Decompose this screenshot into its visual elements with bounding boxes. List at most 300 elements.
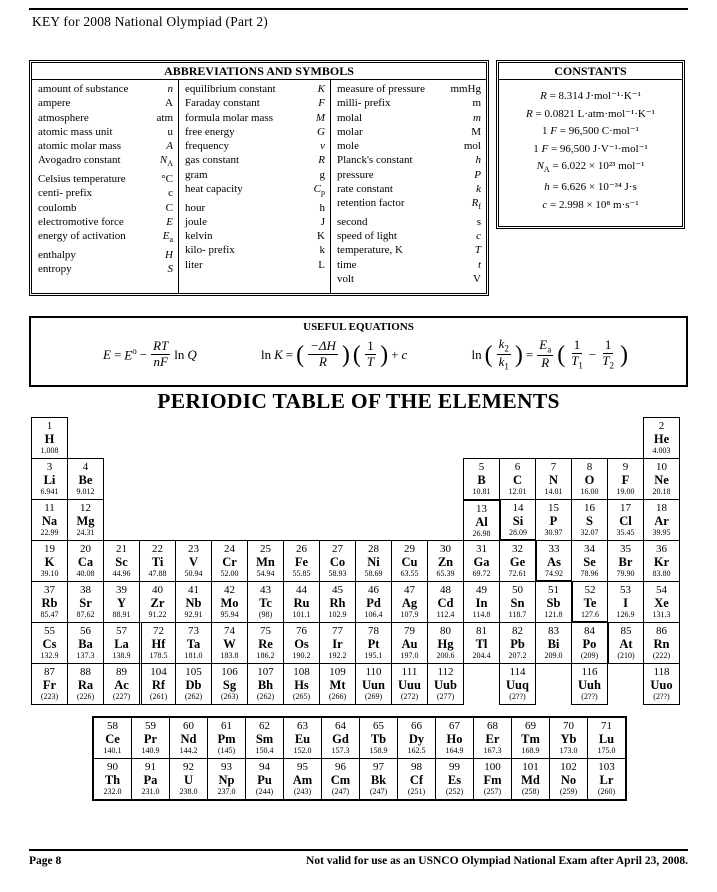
element-symbol: Xe [654,596,669,611]
element-mass: 107.9 [400,610,419,620]
element-mass: 197.0 [400,651,419,661]
element-symbol: Re [258,637,273,652]
element-number: 12 [80,502,91,515]
eq-relation: = [113,346,122,362]
abbreviation-term: coulomb [38,201,77,214]
element-cell [435,758,474,800]
abbreviation-term: pressure [337,168,374,181]
abbreviation-symbol: c [476,230,481,243]
element-cell [319,622,356,664]
page-title: KEY for 2008 National Olympiad (Part 2) [32,14,269,29]
abbreviation-row [337,243,481,257]
abbreviation-row [38,229,173,247]
element-mass: (257) [483,787,502,797]
abbreviation-symbol: n [167,83,173,95]
abbreviation-symbol: t [477,258,481,271]
element-mass: (247) [331,787,350,797]
element-mass: 102.9 [328,610,347,620]
element-mass: (223) [40,692,59,702]
element-cell [67,499,104,541]
abbreviation-term: molal [337,111,363,124]
element-symbol: Pu [257,773,272,788]
element-symbol: Mn [256,555,275,570]
element-symbol: Zn [437,555,454,570]
element-mass: 192.2 [328,651,347,661]
abbreviation-symbol: $N_A$ [159,154,173,169]
element-number: 88 [80,666,91,679]
element-mass: (209) [580,651,599,661]
element-symbol: Dy [408,732,425,747]
element-mass: 12.01 [508,487,527,497]
element-cell [211,663,248,705]
element-number: 60 [183,720,194,733]
abbreviation-symbol: M [471,125,481,138]
element-cell [427,581,464,623]
element-number: 24 [224,543,235,556]
element-number: 73 [188,625,199,638]
element-number: 8 [586,461,593,474]
element-number: 56 [80,625,91,638]
element-mass: 114.8 [472,610,491,620]
element-mass: 121.8 [544,610,563,620]
abbreviation-term: Avogadro constant [38,154,121,167]
abbreviation-term: kelvin [185,230,213,243]
element-symbol: No [560,773,577,788]
abbreviation-row [185,153,325,167]
element-cell [549,717,588,759]
element-mass: (277) [436,692,455,702]
abbreviation-symbol: K [317,83,325,95]
element-symbol: Zr [150,596,165,611]
element-number: 102 [560,761,577,774]
element-mass: 207.2 [508,651,527,661]
abbreviation-row [185,82,325,96]
element-symbol: Ir [332,637,343,652]
element-number: 10 [656,461,667,474]
element-symbol: B [477,473,486,488]
element-symbol: Rb [41,596,58,611]
abbrev-column-1 [32,80,178,293]
abbreviation-row [337,139,481,153]
abbreviation-symbol: T [474,244,481,257]
abbreviation-symbol: R [318,154,325,167]
reference-tables-row [29,60,688,296]
abbreviation-row [337,196,481,214]
eq-relation: = [285,346,294,362]
element-cell [247,663,284,705]
abbreviation-symbol: V [473,273,481,286]
element-cell [473,717,512,759]
element-number: 21 [116,543,127,556]
element-number: 90 [107,761,118,774]
abbreviation-term: hour [185,201,206,214]
element-mass: 26.98 [472,529,491,539]
element-symbol: Am [292,773,313,788]
element-cell [131,758,170,800]
element-mass: 190.2 [292,651,311,661]
element-cell [103,663,140,705]
abbreviations-columns [32,80,486,293]
element-symbol: La [114,637,129,652]
element-mass: 19.00 [616,487,635,497]
element-mass: 118.7 [508,610,527,620]
element-number: 92 [183,761,194,774]
element-mass: 173.0 [559,746,578,756]
element-number: 54 [656,584,667,597]
element-symbol: Au [401,637,418,652]
element-mass: (2??) [509,692,526,702]
abbreviation-term: speed of light [337,230,397,243]
element-symbol: Es [447,773,462,788]
abbreviation-symbol: K [317,230,325,243]
element-number: 108 [293,666,310,679]
element-cell [31,622,68,664]
element-number: 3 [46,461,53,474]
element-cell [169,717,208,759]
element-cell [211,581,248,623]
abbreviation-term: enthalpy [38,248,76,261]
element-symbol: Ra [77,678,94,693]
element-symbol: Kr [653,555,670,570]
element-symbol: Ge [509,555,526,570]
element-mass: 150.4 [255,746,274,756]
element-symbol: Ac [114,678,129,693]
abbreviation-symbol: $C_p$ [313,183,325,198]
element-symbol: Tc [259,596,272,611]
abbreviation-term: formula molar mass [185,111,273,124]
element-cell [139,540,176,582]
eq-paren: ) [380,341,389,368]
element-cell [319,581,356,623]
element-mass: 127.6 [581,610,599,620]
abbreviation-term: entropy [38,262,72,275]
element-cell [607,622,644,664]
element-number: 66 [411,720,422,733]
element-cell [535,499,572,541]
abbreviation-term: rate constant [337,183,393,196]
abbreviation-symbol: g [319,168,325,181]
element-number: 51 [548,584,559,597]
element-number: 18 [656,502,667,515]
abbreviation-row [337,258,481,272]
element-number: 106 [221,666,238,679]
element-number: 59 [145,720,156,733]
element-mass: (247) [369,787,388,797]
page-footer [29,849,688,867]
element-number: 107 [257,666,274,679]
element-cell [499,622,536,664]
element-cell [139,581,176,623]
element-symbol: Si [512,514,524,529]
element-symbol: N [548,473,559,488]
element-mass: (262) [256,692,275,702]
element-symbol: Ag [401,596,418,611]
element-number: 15 [548,502,559,515]
element-cell [31,417,68,459]
element-mass: (251) [407,787,426,797]
element-number: 110 [365,666,382,679]
element-mass: (260) [597,787,616,797]
eq-paren: ( [557,341,566,368]
element-cell [359,758,398,800]
element-mass: 35.45 [616,528,635,538]
abbreviation-row [185,168,325,182]
element-number: 61 [221,720,232,733]
element-cell [283,758,322,800]
element-mass: 195.1 [364,651,383,661]
eq-fraction: $\frac{1}{T}$ [366,338,375,370]
abbreviation-symbol: C [165,201,173,214]
element-symbol: Cd [437,596,454,611]
abbreviation-symbol: mol [463,140,481,153]
element-mass: 88.91 [112,610,131,620]
abbreviation-row [185,258,325,272]
abbreviation-symbol: E [166,215,173,228]
element-cell [131,717,170,759]
element-mass: 85.47 [40,610,59,620]
constants-table [496,60,685,229]
element-symbol: Cs [42,637,57,652]
element-mass: 152.0 [293,746,312,756]
element-mass: 39.10 [40,569,59,579]
constant-value: = 96,500 J·V⁻¹·mol⁻¹ [548,142,648,155]
element-number: 48 [440,584,451,597]
element-cell [67,540,104,582]
element-mass: 39.95 [652,528,671,538]
element-mass: (272) [400,692,419,702]
element-symbol: Be [78,473,93,488]
abbreviation-term: equilibrium constant [185,83,276,95]
element-number: 43 [260,584,271,597]
element-cell [67,581,104,623]
element-cell [175,540,212,582]
element-number: 62 [259,720,270,733]
element-mass: 4.003 [652,446,671,456]
element-number: 82 [512,625,523,638]
abbreviation-term: second [337,215,368,228]
element-number: 20 [80,543,91,556]
element-cell [319,663,356,705]
element-mass: 69.72 [472,569,491,579]
abbreviation-row [337,96,481,110]
element-cell [245,758,284,800]
element-symbol: Uuq [506,678,529,693]
element-number: 99 [449,761,460,774]
element-mass: 175.0 [597,746,616,756]
abbreviation-symbol: $R_f$ [471,197,481,212]
useful-equations-box [29,316,688,387]
element-number: 39 [116,584,127,597]
element-mass: 52.00 [220,569,239,579]
element-symbol: O [584,473,595,488]
element-mass: 162.5 [407,746,426,756]
abbreviation-row [38,153,173,171]
abbreviation-symbol: ν [320,140,325,153]
abbreviation-term: gram [185,168,208,181]
element-number: 11 [44,502,55,515]
element-cell [93,717,132,759]
abbreviation-symbol: °C [161,172,173,185]
element-cell [169,758,208,800]
element-symbol: Sb [546,596,561,611]
eq-paren: ) [341,341,350,368]
element-symbol: V [188,555,199,570]
eq-operator: − [588,346,597,362]
element-symbol: P [549,514,558,529]
element-symbol: Fr [42,678,57,693]
element-cell [67,458,104,500]
element-cell [587,717,626,759]
element-symbol: Pm [217,732,236,747]
element-mass: 140.1 [103,746,122,756]
element-mass: 95.94 [220,610,239,620]
element-number: 29 [404,543,415,556]
abbreviation-row [185,125,325,139]
constant-line [501,179,680,197]
element-number: 16 [584,502,595,515]
element-number: 79 [404,625,415,638]
element-number: 33 [548,543,560,556]
element-number: 13 [476,503,487,516]
element-number: 25 [260,543,271,556]
element-mass: 54.94 [256,569,275,579]
element-symbol: Db [185,678,202,693]
element-cell [427,622,464,664]
element-mass: 40.08 [76,569,95,579]
constant-line [501,197,680,215]
element-number: 95 [297,761,308,774]
element-number: 27 [332,543,343,556]
element-number: 55 [44,625,55,638]
element-cell [211,540,248,582]
abbreviation-row [337,125,481,139]
element-mass: (244) [255,787,274,797]
element-number: 64 [335,720,346,733]
element-cell [397,758,436,800]
element-number: 111 [401,666,418,679]
constant-line [501,88,680,106]
abbreviation-symbol: m [472,97,481,110]
element-symbol: Pb [510,637,525,652]
abbreviation-symbol: M [315,111,325,124]
element-number: 91 [145,761,156,774]
abbreviation-term: centi- prefix [38,187,93,200]
element-symbol: I [623,596,628,611]
element-mass: 106.4 [364,610,383,620]
element-symbol: Cr [222,555,237,570]
element-cell [211,622,248,664]
periodic-table-title: PERIODIC TABLE OF THE ELEMENTS [157,389,560,414]
abbreviation-term: milli- prefix [337,97,391,110]
element-symbol: Os [294,637,309,652]
element-number: 104 [150,666,167,679]
element-symbol: Rn [653,637,670,652]
element-cell [549,758,588,800]
element-symbol: Hs [294,678,309,693]
eq-term: Q [187,346,197,362]
element-symbol: Yb [560,732,577,747]
element-cell [463,581,500,623]
constant-symbol: h [544,181,550,194]
element-symbol: Sg [222,678,237,693]
element-number: 46 [368,584,379,597]
element-number: 78 [368,625,379,638]
element-symbol: Ta [186,637,201,652]
element-cell [587,758,626,800]
element-symbol: In [475,596,488,611]
element-cell [391,540,428,582]
element-number: 87 [44,666,55,679]
element-mass: 10.81 [472,487,491,497]
element-cell [283,540,320,582]
element-cell [139,663,176,705]
equations-row [31,334,686,372]
abbreviation-symbol: k [319,244,325,257]
element-number: 68 [487,720,498,733]
constant-line [501,141,680,159]
element-symbol: Np [218,773,235,788]
element-mass: 231.0 [141,787,160,797]
element-number: 69 [525,720,536,733]
abbreviation-term: retention factor [337,197,405,210]
element-mass: (2??) [581,692,598,702]
element-number: 31 [476,543,487,556]
element-number: 38 [80,584,91,597]
element-cell [31,581,68,623]
element-number: 118 [653,666,670,679]
element-symbol: Er [485,732,500,747]
abbreviation-symbol: k [476,183,481,196]
abbreviation-symbol: h [319,201,325,214]
abbreviation-term: liter [185,258,203,271]
constant-value: = 6.022 × 10²³ mol⁻¹ [549,160,645,173]
element-symbol: K [44,555,55,570]
page-number: Page 8 [29,855,62,867]
element-cell [355,663,392,705]
constant-value: = 2.998 × 10⁸ m·s⁻¹ [547,198,639,211]
abbreviation-term: frequency [185,140,229,153]
abbreviation-row [185,215,325,229]
element-cell [511,717,550,759]
element-mass: 157.3 [331,746,350,756]
element-mass: 44.96 [112,569,131,579]
abbreviation-row [337,272,481,286]
element-number: 17 [620,502,631,515]
element-number: 36 [656,543,667,556]
element-cell [359,717,398,759]
element-number: 84 [584,625,595,638]
element-number: 50 [512,584,523,597]
abbreviation-symbol: G [317,125,325,138]
constant-value: = 8.314 J·mol⁻¹·K⁻¹ [546,90,641,102]
element-cell [571,458,608,500]
abbreviation-row [38,96,173,110]
element-symbol: Se [583,555,596,570]
element-symbol: Cm [330,773,351,788]
element-symbol: Te [583,596,597,611]
abbreviation-row [337,215,481,229]
eq-fraction: $\frac{RT}{nF}$ [153,338,169,370]
element-cell [435,717,474,759]
vant-hoff-equation [261,339,407,370]
element-cell [93,758,132,800]
element-symbol: Ti [151,555,164,570]
abbreviation-term: measure of pressure [337,83,425,95]
abbreviation-row [185,243,325,257]
abbreviation-symbol: u [167,125,173,138]
element-symbol: Tb [370,732,387,747]
element-symbol: Hg [437,637,454,652]
